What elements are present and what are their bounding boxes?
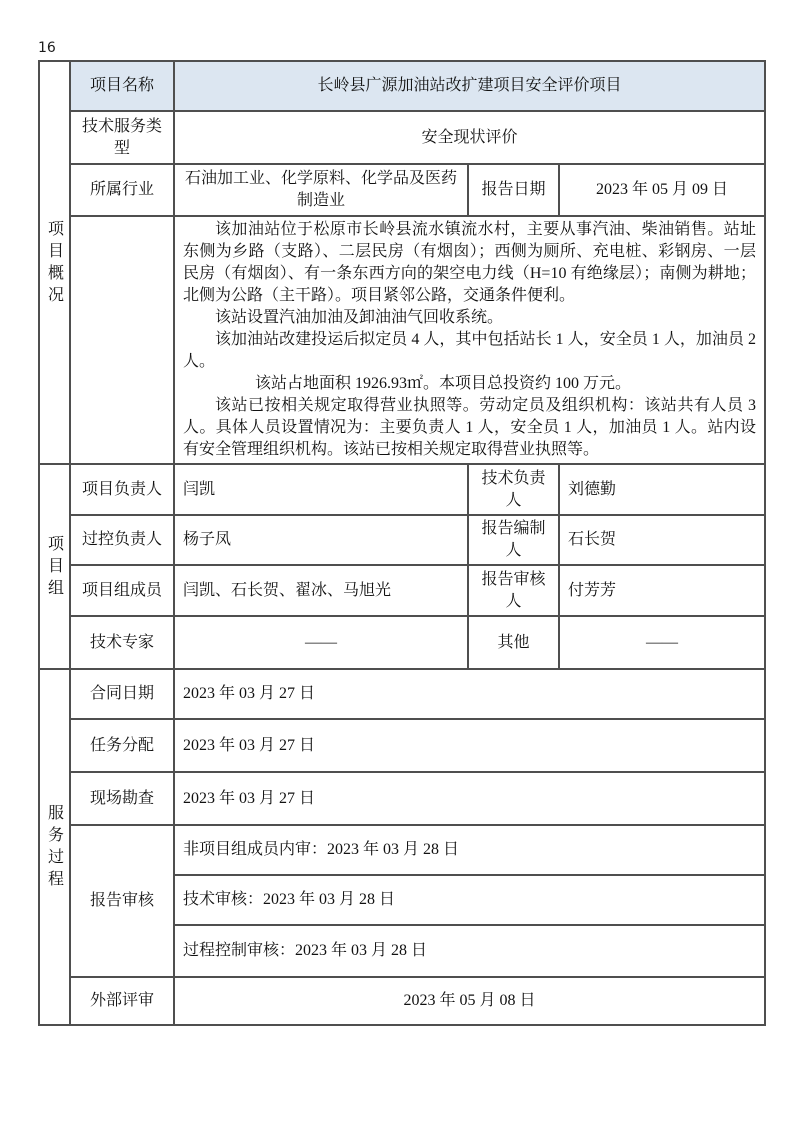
tech-leader-value: 刘德勤 [559,464,765,515]
overview-paragraph: 该站设置汽油加油及卸油油气回收系统。 [215,309,504,326]
process-control-leader-value: 杨子凤 [174,515,468,565]
project-name-label: 项目名称 [70,61,174,111]
tech-expert-value: —— [174,616,468,669]
industry-value: 石油加工业、化学原料、化学品及医药制造业 [174,164,468,216]
overview-paragraph: 该加油站改建投运后拟定员 4 人，其中包括站长 1 人，安全员 1 人，加油员 2 人。 [183,331,757,370]
report-writer-label: 报告编制人 [468,515,559,565]
group-label-team: 项目组 [39,464,70,669]
overview-paragraph: 该站已按相关规定取得营业执照等。劳动定员及组织机构：该站共有人员 3 人。具体人员设置情况为：主要负责人 1 人，安全员 1 人，加油员 1 人。站内设有安全管理组织机构。该站已按相关规定取得营业执照等。 [183,397,757,458]
external-review-value: 2023 年 05 月 08 日 [174,977,765,1025]
project-info-table [38,60,766,1026]
other-value: —— [559,616,765,669]
service-type-value: 安全现状评价 [174,111,765,164]
team-members-value: 闫凯、石长贺、翟冰、马旭光 [174,565,468,616]
industry-label: 所属行业 [70,164,174,216]
report-reviewer-value: 付芳芳 [559,565,765,616]
service-type-label: 技术服务类型 [70,111,174,164]
project-leader-value: 闫凯 [174,464,468,515]
external-review-label: 外部评审 [70,977,174,1025]
report-date-label: 报告日期 [468,164,559,216]
project-name-value: 长岭县广源加油站改扩建项目安全评价项目 [174,61,765,111]
page-number: 16 [38,40,56,56]
technical-review-value: 技术审核：2023 年 03 月 28 日 [174,875,765,925]
report-review-label: 报告审核 [70,825,174,977]
project-leader-label: 项目负责人 [70,464,174,515]
other-label: 其他 [468,616,559,669]
group-label-process: 服务过程 [39,669,70,1025]
overview-paragraph: 该站占地面积 1926.93㎡。本项目总投资约 100 万元。 [255,375,632,392]
contract-date-value: 2023 年 03 月 27 日 [174,669,765,719]
report-reviewer-label: 报告审核人 [468,565,559,616]
team-members-label: 项目组成员 [70,565,174,616]
task-assignment-value: 2023 年 03 月 27 日 [174,719,765,772]
overview-empty-cell [70,216,174,464]
site-survey-label: 现场勘查 [70,772,174,825]
overview-description [174,216,765,464]
group-label-overview: 项目概况 [39,61,70,464]
task-assignment-label: 任务分配 [70,719,174,772]
contract-date-label: 合同日期 [70,669,174,719]
site-survey-value: 2023 年 03 月 27 日 [174,772,765,825]
overview-paragraph: 该加油站位于松原市长岭县流水镇流水村，主要从事汽油、柴油销售。站址东侧为乡路（支路）、二层民房（有烟囱）；西侧为厕所、充电桩、彩钢房、一层民房（有烟囱）、有一条东西方向的架空电力线（H=10 有绝缘层）；南侧为耕地；北侧为公路（主干路）。项目紧邻公路，交通条件便利。 [183,221,757,304]
process-control-review-value: 过程控制审核：2023 年 03 月 28 日 [174,925,765,977]
tech-leader-label: 技术负责人 [468,464,559,515]
process-control-leader-label: 过控负责人 [70,515,174,565]
report-date-value: 2023 年 05 月 09 日 [559,164,765,216]
tech-expert-label: 技术专家 [70,616,174,669]
report-writer-value: 石长贺 [559,515,765,565]
internal-review-value: 非项目组成员内审：2023 年 03 月 28 日 [174,825,765,875]
